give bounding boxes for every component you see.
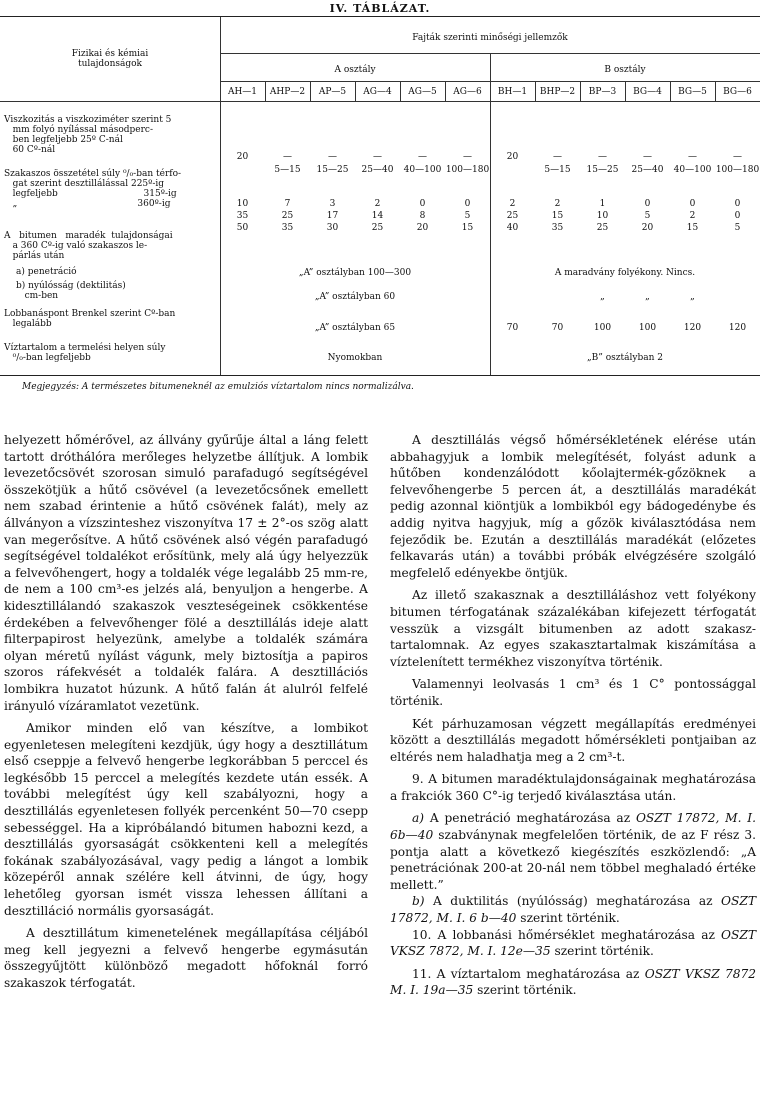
right-column <box>390 432 756 999</box>
grade-code-ap-5: AP—5 <box>318 87 347 97</box>
grade-code-bhp-2: BHP—2 <box>539 87 576 97</box>
table-value: 40—100 <box>403 165 442 175</box>
table-value: 17 <box>326 211 339 221</box>
table-value: 15 <box>461 223 474 233</box>
grade-code-bg-4: BG—4 <box>633 87 662 97</box>
row-label-residue: A bitumen maradék tulajdonságai a 360 Cº-ig való szakaszos le- párlás után <box>4 231 173 261</box>
table-value: — <box>418 152 427 162</box>
ductility-class-a: „A” osztályban 60 <box>314 292 396 302</box>
flash-point-value: 100 <box>593 323 612 333</box>
grade-code-ag-5: AG—5 <box>408 87 437 97</box>
grade-code-ag-6: AG—6 <box>453 87 482 97</box>
item-label-b: b) <box>412 894 425 909</box>
standard-reference: OSZT 17872, M. I. 6 b—40 <box>390 894 756 926</box>
table-value: 3 <box>329 199 336 209</box>
standard-reference: OSZT 17872, M. I. 6b—40 <box>390 811 756 843</box>
table-value: — <box>463 152 472 162</box>
table-value: 5—15 <box>274 165 301 175</box>
header-quality: Fajták szerinti minőségi jellemzők <box>412 33 568 43</box>
row-label-flash-point: Lobbanáspont Brenkel szerint Cº-ban legalább <box>4 309 176 329</box>
left-paragraph-2: Amikor minden elő van készítve, a lombikot egyenletesen melegíteni kezdjük, úgy hogy a desztillátum első cseppje a felvevő hengerbe legkorábban 5 perccel és legkésőbb 15 perccel a melegítés kezdete után essék. A további melegítést úgy kell szabályozni, hogy a desztillálás egyenletesen follyék percenként 50—70 csepp sebességgel. Ha a kipróbálandó bitumen habozni kezd, a desztillálás gyorsaságát csökkenteni kell a melegítés fokának szabályozásával, vagy pedig a lángot a lombik közepéről annak szélére kell átvinni, de úgy, hogy lehetőleg gyorsan ismét vissza lehessen állítani a desztilláció normális gyorsaságát. <box>4 721 368 918</box>
table-value: 25 <box>506 211 519 221</box>
right-paragraph-2: Az illető szakasznak a desztilláláshoz vett folyékony bitumen térfogatának százalékában kifejezett térfogatát vesszük a vizsgált bitumenben az adott szakasz-tartalomnak. Az egyes szakasztartalmak kiszámítása a víztelenített termékhez viszonyítva történik. <box>390 588 756 669</box>
table-value: 25—40 <box>631 165 664 175</box>
table-value: 40—100 <box>673 165 712 175</box>
table-rule-class <box>220 81 760 82</box>
table-value: 5—15 <box>544 165 571 175</box>
table-value: 25 <box>281 211 294 221</box>
table-value: 20 <box>416 223 429 233</box>
table-rule-quality <box>220 53 760 54</box>
grade-code-ag-4: AG—4 <box>363 87 392 97</box>
ditto-mark: „ <box>645 292 650 302</box>
ditto-mark: „ <box>690 292 695 302</box>
table-value: 50 <box>236 223 249 233</box>
table-value: 2 <box>374 199 381 209</box>
standard-reference: OSZT VKSZ 7872 M. I. 19a—35 <box>390 966 756 998</box>
right-paragraph-4: Két párhuzamosan végzett megállapítás eredményei között a desztillálás megadott hőmérsékleti pontjaiban az eltérés nem haladhatja meg a 2 cm³-t. <box>390 716 756 764</box>
table-value: 30 <box>326 223 339 233</box>
right-paragraph-7: b) A duktilitás (nyúlósság) meghatározása az OSZT 17872, M. I. 6 b—40 szerint történik. <box>390 894 756 926</box>
table-value: 1 <box>599 199 606 209</box>
row-label-viscosity: Viszkozitás a viszkoziméter szerint 5 mm folyó nyílással másodperc- ben legfeljebb 25º C-nál 60 Cº-nál <box>4 115 172 155</box>
row-label-penetration: a) penetráció <box>16 267 77 277</box>
table-value: 0 <box>464 199 471 209</box>
table-value: 10 <box>596 211 609 221</box>
right-paragraph-9: 11. A víztartalom meghatározása az OSZT VKSZ 7872 M. I. 19a—35 szerint történik. <box>390 966 756 998</box>
penetration-class-b: A maradvány folyékony. Nincs. <box>554 268 696 278</box>
table-value: 20 <box>236 152 249 162</box>
table-value: 0 <box>734 199 741 209</box>
quality-table <box>0 16 760 376</box>
table-value: 5 <box>734 223 741 233</box>
table-value: 25—40 <box>361 165 394 175</box>
table-value: 2 <box>554 199 561 209</box>
table-value: — <box>283 152 292 162</box>
table-value: 25 <box>596 223 609 233</box>
flash-point-value: 100 <box>638 323 657 333</box>
table-value: 0 <box>419 199 426 209</box>
table-value: 15 <box>551 211 564 221</box>
grade-code-bp-3: BP—3 <box>588 87 617 97</box>
table-value: 14 <box>371 211 384 221</box>
table-value: 25 <box>371 223 384 233</box>
flash-point-value: 120 <box>728 323 747 333</box>
table-value: 35 <box>236 211 249 221</box>
water-content-class-b: „B” osztályban 2 <box>587 353 663 363</box>
ditto-mark: „ <box>600 292 605 302</box>
table-value: 15—25 <box>316 165 349 175</box>
penetration-class-a: „A” osztályban 100—300 <box>298 268 412 278</box>
flash-point-class-a: „A” osztályban 65 <box>314 323 396 333</box>
table-value: 7 <box>284 199 291 209</box>
right-paragraph-8: 10. A lobbanási hőmérséklet meghatározása az OSZT VKSZ 7872, M. I. 12e—35 szerint történik. <box>390 927 756 959</box>
grade-code-ah-1: AH—1 <box>227 87 258 97</box>
table-value: — <box>553 152 562 162</box>
table-value: 8 <box>419 211 426 221</box>
table-value: 2 <box>509 199 516 209</box>
table-rule-header <box>0 101 760 102</box>
header-class-a: A osztály <box>334 65 376 75</box>
grade-code-bg-6: BG—6 <box>723 87 752 97</box>
table-note: Megjegyzés: A természetes bitumeneknél az emulziós víztartalom nincs normalizálva. <box>22 382 414 392</box>
right-paragraph-5: 9. A bitumen maradéktulajdonságainak meghatározása a frakciók 360 C°-ig terjedő kiválasztása után. <box>390 772 756 803</box>
standard-reference: OSZT VKSZ 7872, M. I. 12e—35 <box>390 927 756 959</box>
table-value: 0 <box>644 199 651 209</box>
table-value: 35 <box>551 223 564 233</box>
table-value: 5 <box>644 211 651 221</box>
left-paragraph-1: helyezett hőmérővel, az állvány gyűrűje által a láng felett tartott dróthálóra merőleges helyzetbe állítjuk. A lombik levezetőcsövét szorosan simuló parafadugó segítségével összekötjük a hűtő csövével (a levezetőcsőnek emellett nem szabad érintenie a hűtő csövének falát), mely az állványon a vízszinteshez viszonyítva 17 ± 2°-os szög alatt van megerősítve. A hűtő csövének alsó végén parafadugó segítségével toldalékot erősítünk, mely alá úgy helyezzük a felvevőhengert, hogy a toldalék vége legalább 25 mm-re, de nem a 100 cm³-es jelzés alá, benyuljon a hengerbe. A kidesztillálandó szakaszok veszteségeinek csökkentése érdekében a felvevőhenger fölé a desztillálás ideje alatt filterpapirost helyezünk, amelybe a toldalék számára olyan méretű nyílást vágunk, mely biztosítja a papiros szoros ráfekvését a toldalék falára. A desztillációs lombikra huzatot húzunk. A hűtő falán át alulról felfelé irányuló vízáramlatot vezetünk. <box>4 433 368 713</box>
row-label-distillation: Szakaszos összetétel súly ⁰/₀-ban térfo- gat szerint desztillálással 225º-ig legfeljebb 315º-ig „ 360º-ig <box>4 169 182 209</box>
flash-point-value: 70 <box>551 323 564 333</box>
grade-code-bh-1: BH—1 <box>497 87 528 97</box>
flash-point-value: 70 <box>506 323 519 333</box>
grade-code-ahp-2: AHP—2 <box>269 87 306 97</box>
header-property: Fizikai és kémiai tulajdonságok <box>71 49 149 69</box>
grade-code-bg-5: BG—5 <box>678 87 707 97</box>
table-title: IV. TÁBLÁZAT. <box>329 2 431 15</box>
table-value: — <box>598 152 607 162</box>
table-value: 15 <box>686 223 699 233</box>
row-label-water-content: Víztartalom a termelési helyen súly ⁰/₀-ban legfeljebb <box>4 343 166 363</box>
right-paragraph-3: Valamennyi leolvasás 1 cm³ és 1 C° pontossággal történik. <box>390 677 756 708</box>
table-value: 100—180 <box>715 165 760 175</box>
table-value: 20 <box>641 223 654 233</box>
table-value: — <box>373 152 382 162</box>
item-label-a: a) <box>412 811 425 826</box>
table-value: 5 <box>464 211 471 221</box>
table-value: — <box>328 152 337 162</box>
flash-point-value: 120 <box>683 323 702 333</box>
table-value: 10 <box>236 199 249 209</box>
table-value: 0 <box>689 199 696 209</box>
table-value: — <box>733 152 742 162</box>
row-label-ductility: b) nyúlósság (dektilitás) cm-ben <box>16 281 126 301</box>
table-value: 0 <box>734 211 741 221</box>
table-value: 35 <box>281 223 294 233</box>
left-paragraph-3: A desztillátum kimenetelének megállapítása céljából meg kell jegyezni a felvevő hengerbe egymásután összegyűjtött különböző megadott hőfoknál forró szakaszok térfogatát. <box>4 926 368 990</box>
table-value: — <box>688 152 697 162</box>
table-value: 2 <box>689 211 696 221</box>
header-class-b: B osztály <box>604 65 646 75</box>
water-content-class-a: Nyomokban <box>327 353 383 363</box>
table-value: 100—180 <box>445 165 490 175</box>
right-paragraph-6: a) A penetráció meghatározása az OSZT 17872, M. I. 6b—40 szabványnak megfelelően történik, de az F rész 3. pontja alatt a következő kiegészítés eszközlendő: „A penetrációnak 200-at 20-nál nem többel meghaladó értéke mellett.” <box>390 811 756 892</box>
table-value: — <box>643 152 652 162</box>
right-paragraph-1: A desztillálás végső hőmérsékletének elérése után abbahagyjuk a lombik melegítését, folyást adunk a hűtőben kondenzálódott kőolajtermék-gőzöknek a felvevőhengerbe 5 percen át, a desztillálás maradékát pedig azonnal kiöntjük a lombikból egy bádogedénybe és addig nyitva hagyjuk, míg a gőzök kiválasztódása nem fejeződik be. Ezután a desztillálás maradékát (előzetes felkavarás után) a további próbák elvégzésére szolgáló megfelelő edényekbe öntjük. <box>390 433 756 580</box>
table-value: 15—25 <box>586 165 619 175</box>
table-value: 20 <box>506 152 519 162</box>
left-column <box>4 432 368 992</box>
table-value: 40 <box>506 223 519 233</box>
